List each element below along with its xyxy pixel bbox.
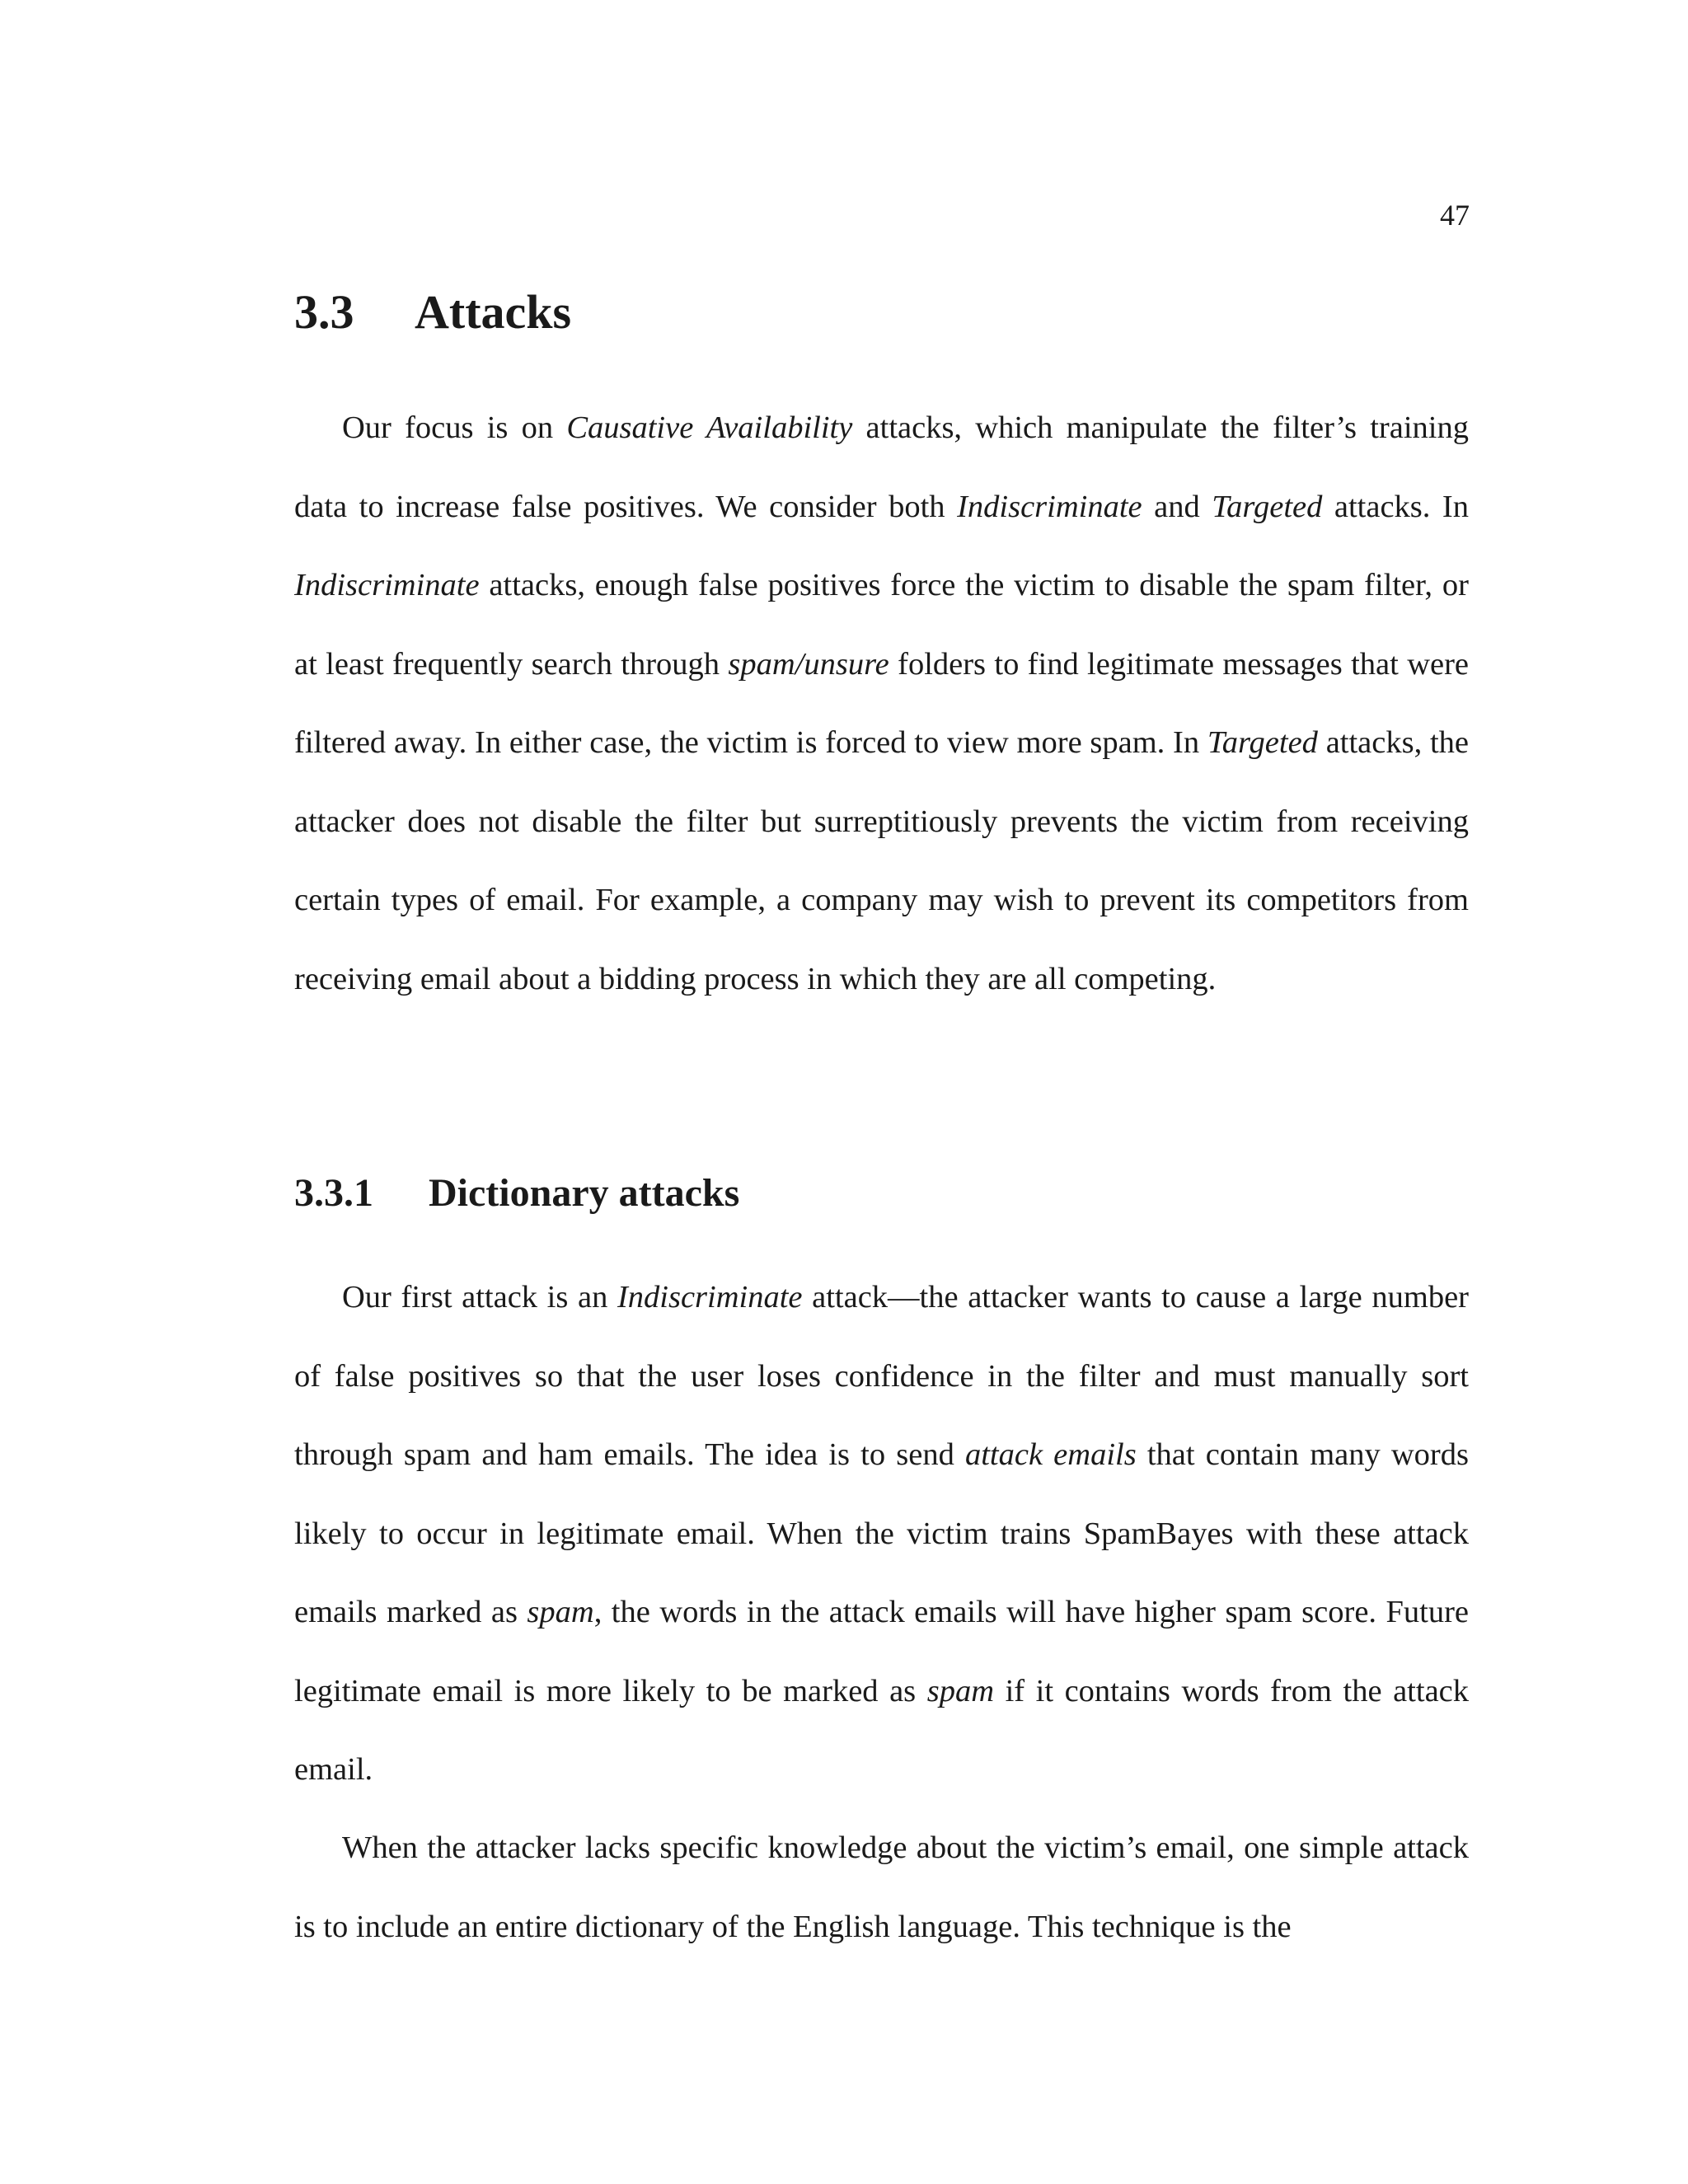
text-run: attacks, which manipulate the filter’s training data to increase false positives. We consider both [294,410,1469,524]
emphasis: Indiscriminate [957,489,1142,524]
text-run: attacks, the attacker does not disable the filter but surreptitiously prevents the victim from receiving certain types of email. For example, a company may wish to prevent its competitors from receiving email about a bidding process in which they are all competing. [294,725,1469,996]
text-run: and [1142,489,1212,524]
emphasis: Indiscriminate [617,1280,803,1315]
text-run: if it contains words from the attack email. [294,1673,1469,1787]
emphasis: spam/unsure [728,646,889,682]
section-number: 3.3 [294,285,354,339]
text-run: attack—the attacker wants to cause a large number of false positives so that the user loses confidence in the filter and must manually sort through spam and ham emails. The idea is to send [294,1280,1469,1472]
emphasis: spam [527,1595,594,1629]
text-run: that contain many words likely to occur in legitimate email. When the victim trains SpamBayes with these attack emails marked as [294,1437,1469,1629]
section-title: Attacks [415,285,572,339]
text-run: attacks. In [1322,489,1469,524]
paragraph-attacks-intro [294,389,1469,1019]
emphasis: Indiscriminate [294,568,480,602]
subsection-title: Dictionary attacks [429,1171,740,1215]
emphasis: Targeted [1207,725,1318,760]
page-number: 47 [1440,199,1470,232]
emphasis: spam [926,1673,995,1708]
text-run: Our first attack is an [342,1280,617,1315]
subsection-number: 3.3.1 [294,1171,373,1215]
text-run: attacks, enough false positives force the victim to disable the spam filter, or at least frequently search through [294,568,1469,682]
emphasis: attack emails [964,1437,1137,1472]
subsection-heading [294,1170,739,1216]
text-run: When the attacker lacks specific knowledge about the victim’s email, one simple attack is to include an entire dictionary of the English language. This technique is the [294,1830,1469,1944]
text-run: Our focus is on [342,410,567,445]
emphasis: Causative Availability [566,410,853,445]
paragraph-english-dictionary [294,1809,1469,1966]
section-heading [294,284,571,340]
emphasis: Targeted [1212,489,1323,524]
text-run: folders to find legitimate messages that were filtered away. In either case, the victim is forced to view more spam. In [294,646,1469,760]
text-run: , the words in the attack emails will have higher spam score. Future legitimate email is more likely to be marked as [294,1595,1470,1708]
paragraph-dictionary-attack [294,1258,1469,1810]
